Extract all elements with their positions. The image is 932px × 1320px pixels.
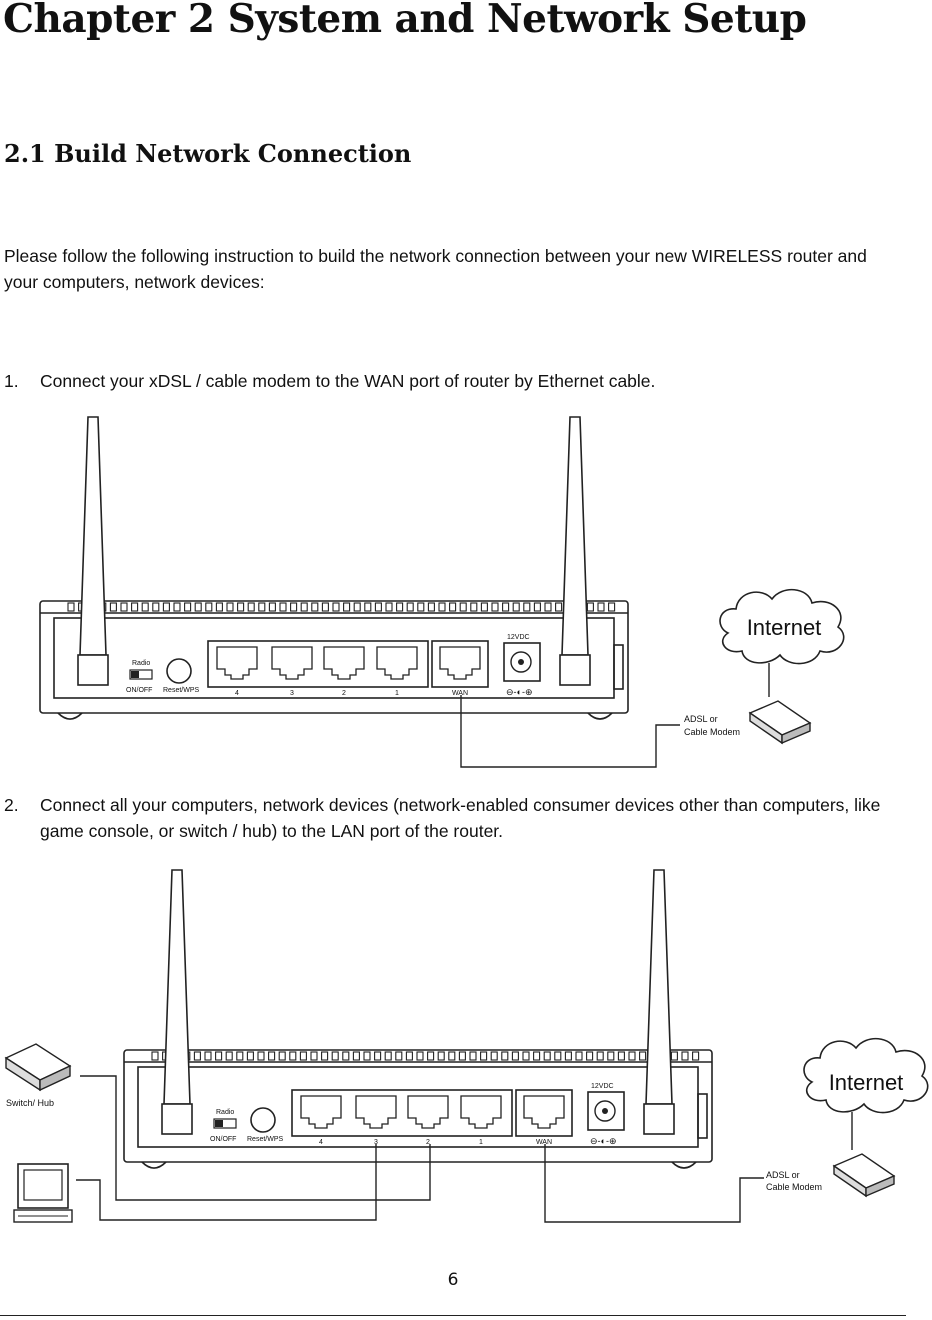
step-1-text: Connect your xDSL / cable modem to the WAN port of router by Ethernet cable. <box>40 371 656 391</box>
switch-hub-icon <box>6 1044 70 1090</box>
power-polarity-icon: ⊖-◐-⊕ <box>506 687 533 697</box>
step-2-number: 2. <box>4 795 19 815</box>
chapter-title: Chapter 2 System and Network Setup <box>3 0 807 42</box>
radio-label-2: Radio <box>216 1109 235 1116</box>
step-1-number: 1. <box>4 371 19 391</box>
modem-label-2-2: Cable Modem <box>766 1182 823 1192</box>
radio-label: Radio <box>132 660 151 667</box>
figure-wan-connection <box>0 405 932 775</box>
port-2-label: 2 <box>342 690 346 697</box>
internet-label-2: Internet <box>828 1070 904 1095</box>
port-3-label: 3 <box>290 690 294 697</box>
reset-label: Reset/WPS <box>163 687 200 694</box>
modem-icon <box>750 701 810 743</box>
computer-icon <box>14 1164 72 1222</box>
wan-label-2: WAN <box>535 1139 553 1146</box>
page-number: 6 <box>447 1270 459 1290</box>
port-1-label: 1 <box>395 690 399 697</box>
modem-label-1-2: ADSL or <box>766 1170 800 1180</box>
power-label-2: 12VDC <box>591 1083 614 1090</box>
intro-paragraph: Please follow the following instruction to build the network connection between your new WIRELESS router and your computers, network devices: <box>4 246 867 292</box>
modem-label-2: Cable Modem <box>684 727 741 737</box>
reset-label-2: Reset/WPS <box>247 1136 284 1143</box>
switch-label: Switch/ Hub <box>6 1098 55 1108</box>
footer-rule <box>0 1315 906 1316</box>
port-3-label-2: 3 <box>374 1139 378 1146</box>
reset-button <box>167 659 191 683</box>
section-title: 2.1 Build Network Connection <box>4 139 412 168</box>
left-antenna <box>80 417 106 655</box>
step-2-text: Connect all your computers, network devices (network-enabled consumer devices other than computers, like game console, or switch / hub) to the LAN port of the router. <box>40 795 881 841</box>
port-1-label-2: 1 <box>479 1139 483 1146</box>
power-label: 12VDC <box>507 634 530 641</box>
reset-button-2 <box>251 1108 275 1132</box>
power-polarity-icon-2: ⊖-◐-⊕ <box>590 1136 617 1146</box>
port-2-label-2: 2 <box>426 1139 430 1146</box>
internet-label: Internet <box>746 615 822 640</box>
modem-icon-2 <box>834 1154 894 1196</box>
onoff-label: ON/OFF <box>126 687 153 694</box>
right-antenna <box>562 417 588 655</box>
port-4-label: 4 <box>235 690 239 697</box>
modem-label-1: ADSL or <box>684 714 718 724</box>
left-antenna-2 <box>164 870 190 1104</box>
figure-lan-connection <box>0 860 932 1232</box>
port-4-label-2: 4 <box>319 1139 323 1146</box>
right-antenna-2 <box>646 870 672 1104</box>
onoff-label-2: ON/OFF <box>210 1136 237 1143</box>
wan-label: WAN <box>451 690 469 697</box>
